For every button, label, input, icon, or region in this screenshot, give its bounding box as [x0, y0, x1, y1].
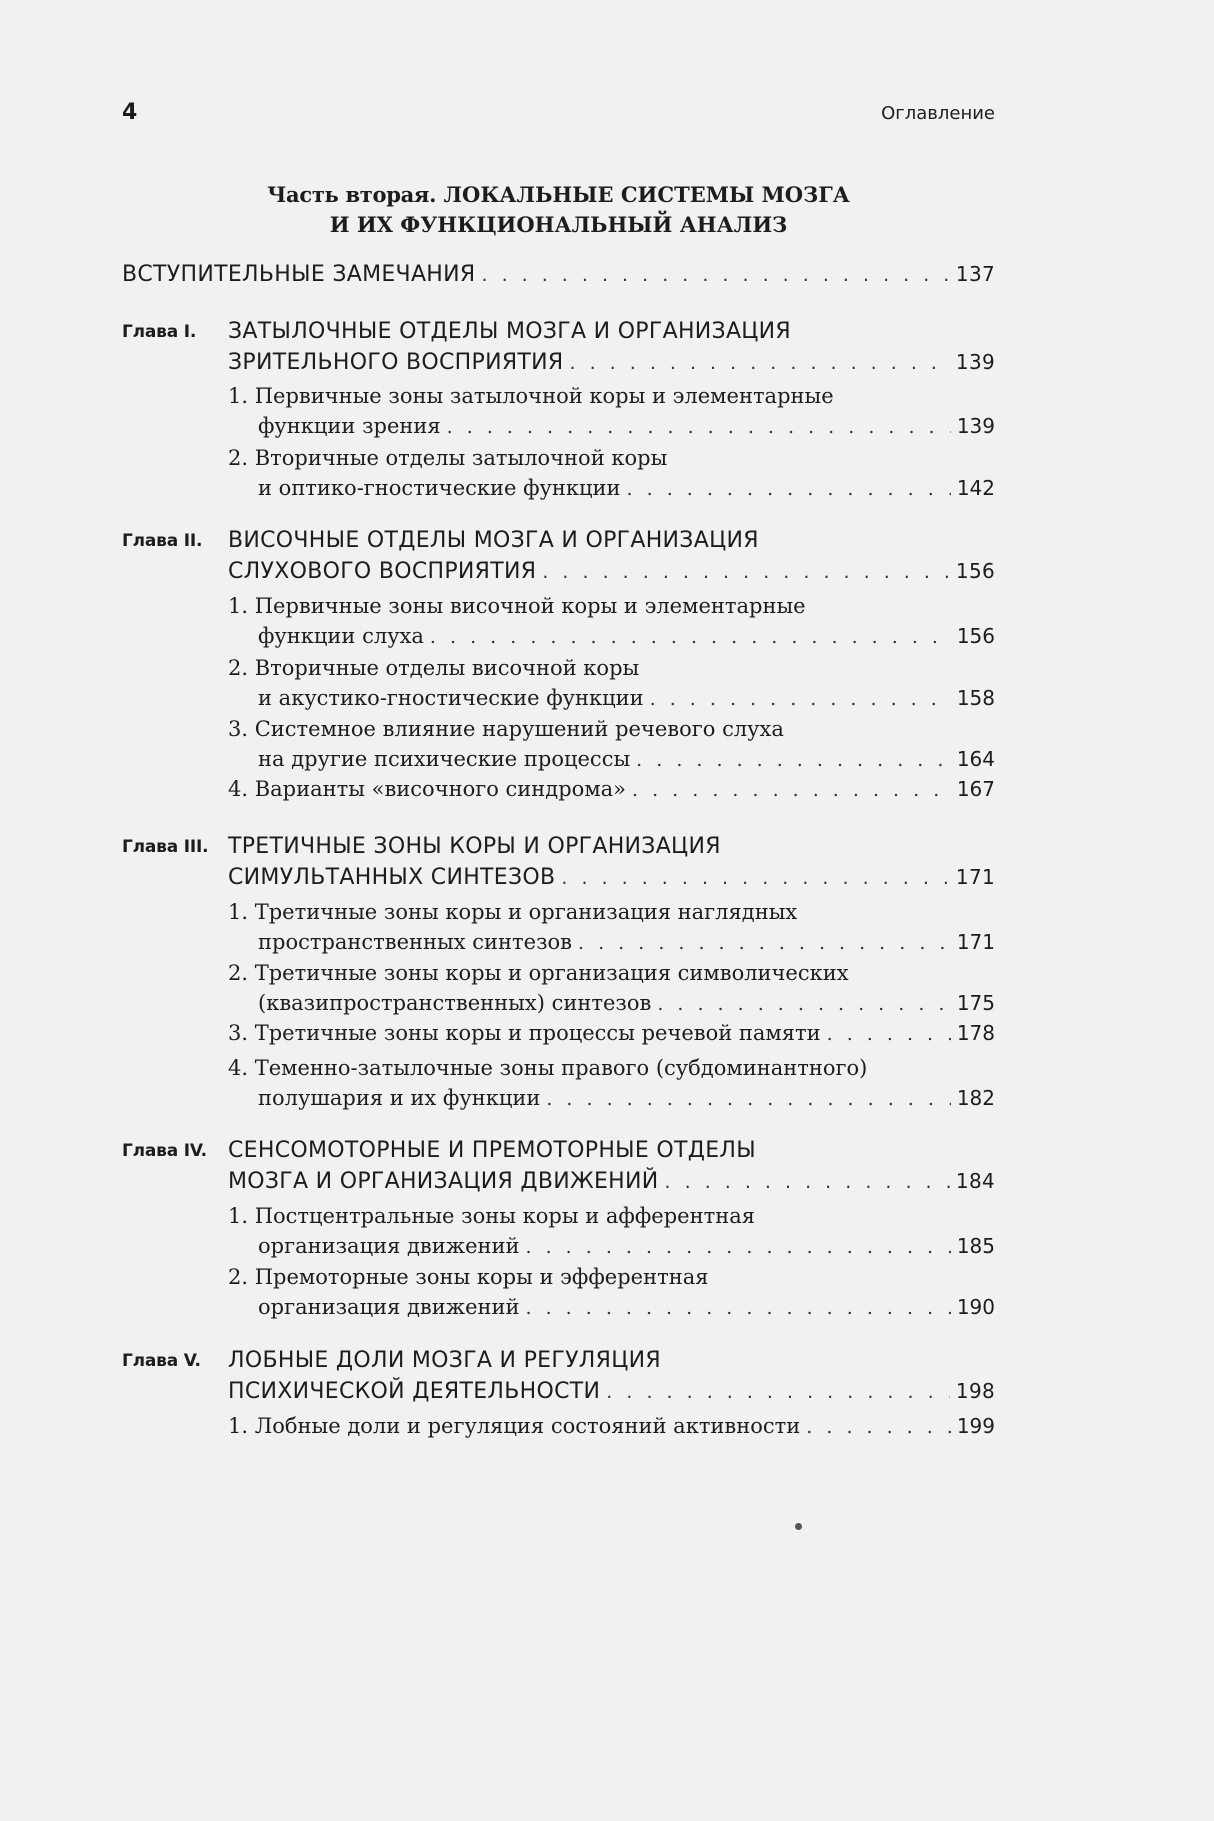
section-page: 178 [956, 1021, 995, 1045]
chapter-label: Глава I. [122, 322, 197, 342]
chapter-title-line2: СИМУЛЬТАННЫХ СИНТЕЗОВ [228, 865, 556, 890]
chapter-page: 198 [955, 1379, 995, 1403]
chapter-title-line1: ТРЕТИЧНЫЕ ЗОНЫ КОРЫ И ОРГАНИЗАЦИЯ [228, 834, 721, 859]
dot-leader [827, 1019, 951, 1048]
chapter-label: Глава V. [122, 1351, 201, 1371]
section-line2: 1. Лобные доли и регуляция состояний активности [228, 1414, 801, 1438]
section-line1: 1. Третичные зоны коры и организация наглядных [228, 900, 798, 924]
part-title-line1: ЛОКАЛЬНЫЕ СИСТЕМЫ МОЗГА [443, 182, 850, 207]
section-page: 167 [956, 777, 995, 801]
section-page: 199 [956, 1414, 995, 1438]
toc-section-3-2 [122, 958, 995, 1018]
toc-intro-entry [122, 259, 995, 289]
chapter-title-line1: ЛОБНЫЕ ДОЛИ МОЗГА И РЕГУЛЯЦИЯ [228, 1348, 661, 1373]
chapter-page: 139 [955, 350, 995, 374]
toc-section-3-4 [122, 1053, 995, 1113]
toc-section-5-1 [122, 1411, 995, 1441]
section-line2: функции зрения [258, 414, 441, 438]
dot-leader [526, 1232, 951, 1261]
dot-leader [650, 684, 951, 713]
section-line2: полушария и их функции [258, 1086, 541, 1110]
dot-leader [665, 1167, 950, 1196]
section-line2: организация движений [258, 1234, 520, 1258]
section-page: 142 [956, 476, 995, 500]
chapter-label: Глава II. [122, 531, 203, 551]
chapter-label: Глава III. [122, 837, 209, 857]
dot-leader [430, 622, 951, 651]
part-title-line2: И ИХ ФУНКЦИОНАЛЬНЫЙ АНАЛИЗ [329, 212, 788, 237]
chapter-page: 184 [955, 1169, 995, 1193]
chapter-title-line1: ЗАТЫЛОЧНЫЕ ОТДЕЛЫ МОЗГА И ОРГАНИЗАЦИЯ [228, 319, 792, 344]
dot-leader [526, 1293, 951, 1322]
toc-chapter-3 [122, 832, 995, 892]
toc-section-2-1 [122, 591, 995, 651]
chapter-page: 171 [955, 865, 995, 889]
section-line2: функции слуха [258, 624, 424, 648]
toc-section-2-4 [122, 774, 995, 804]
dot-leader [806, 1412, 951, 1441]
chapter-title-line2: ЗРИТЕЛЬНОГО ВОСПРИЯТИЯ [228, 350, 564, 375]
chapter-title-line1: ВИСОЧНЫЕ ОТДЕЛЫ МОЗГА И ОРГАНИЗАЦИЯ [228, 528, 759, 553]
section-line1: 4. Теменно-затылочные зоны правого (субдоминантного) [228, 1056, 868, 1080]
dot-leader [578, 928, 951, 957]
section-line1: 2. Вторичные отделы затылочной коры [228, 446, 668, 470]
running-header [122, 100, 995, 130]
part-heading [122, 180, 995, 240]
section-page: 175 [956, 991, 995, 1015]
dot-leader [632, 775, 951, 804]
toc-section-3-1 [122, 897, 995, 957]
section-line2: организация движений [258, 1295, 520, 1319]
section-line1: 2. Вторичные отделы височной коры [228, 656, 640, 680]
section-line1: 1. Первичные зоны височной коры и элементарные [228, 594, 806, 618]
toc-section-1-2 [122, 443, 995, 503]
running-title: Оглавление [881, 103, 995, 124]
chapter-title-line2: МОЗГА И ОРГАНИЗАЦИЯ ДВИЖЕНИЙ [228, 1169, 659, 1194]
dot-leader [570, 348, 950, 377]
chapter-page: 156 [955, 559, 995, 583]
page-number: 4 [122, 100, 138, 125]
dot-leader [542, 557, 950, 586]
section-line2: 3. Третичные зоны коры и процессы речевой памяти [228, 1021, 821, 1045]
dot-leader [481, 260, 949, 289]
dot-leader [447, 412, 951, 441]
part-lead: Часть вторая. [267, 182, 437, 207]
section-page: 182 [956, 1086, 995, 1110]
toc-chapter-2 [122, 526, 995, 586]
section-page: 139 [956, 414, 995, 438]
section-line2: и оптико-гностические функции [258, 476, 621, 500]
dot-leader [606, 1377, 950, 1406]
section-page: 171 [956, 930, 995, 954]
chapter-label: Глава IV. [122, 1141, 207, 1161]
section-line1: 3. Системное влияние нарушений речевого слуха [228, 717, 784, 741]
dot-leader [627, 474, 951, 503]
section-line2: пространственных синтезов [258, 930, 572, 954]
chapter-title-line1: СЕНСОМОТОРНЫЕ И ПРЕМОТОРНЫЕ ОТДЕЛЫ [228, 1138, 756, 1163]
section-line2: на другие психические процессы [258, 747, 631, 771]
dot-leader [546, 1084, 950, 1113]
chapter-title-line2: СЛУХОВОГО ВОСПРИЯТИЯ [228, 559, 537, 584]
chapter-title-line2: ПСИХИЧЕСКОЙ ДЕЯТЕЛЬНОСТИ [228, 1379, 601, 1404]
dot-leader [636, 745, 951, 774]
dot-leader [657, 989, 951, 1018]
toc-chapter-5 [122, 1346, 995, 1406]
dot-leader [561, 863, 950, 892]
print-speck [795, 1523, 802, 1530]
section-page: 164 [956, 747, 995, 771]
toc-chapter-1 [122, 317, 995, 377]
section-line2: 4. Варианты «височного синдрома» [228, 777, 627, 801]
section-page: 185 [956, 1234, 995, 1258]
toc-section-4-1 [122, 1201, 995, 1261]
section-page: 190 [956, 1295, 995, 1319]
intro-page: 137 [955, 262, 995, 286]
section-line2: и акустико-гностические функции [258, 686, 644, 710]
intro-title: ВСТУПИТЕЛЬНЫЕ ЗАМЕЧАНИЯ [122, 262, 476, 287]
section-line2: (квазипространственных) синтезов [258, 991, 652, 1015]
section-line1: 2. Третичные зоны коры и организация символических [228, 961, 849, 985]
section-page: 158 [956, 686, 995, 710]
toc-section-2-3 [122, 714, 995, 774]
section-line1: 1. Первичные зоны затылочной коры и элементарные [228, 384, 834, 408]
section-line1: 1. Постцентральные зоны коры и афферентная [228, 1204, 755, 1228]
toc-section-1-1 [122, 381, 995, 441]
section-line1: 2. Премоторные зоны коры и эфферентная [228, 1265, 709, 1289]
toc-section-4-2 [122, 1262, 995, 1322]
toc-section-2-2 [122, 653, 995, 713]
toc-section-3-3 [122, 1018, 995, 1048]
section-page: 156 [956, 624, 995, 648]
toc-chapter-4 [122, 1136, 995, 1196]
